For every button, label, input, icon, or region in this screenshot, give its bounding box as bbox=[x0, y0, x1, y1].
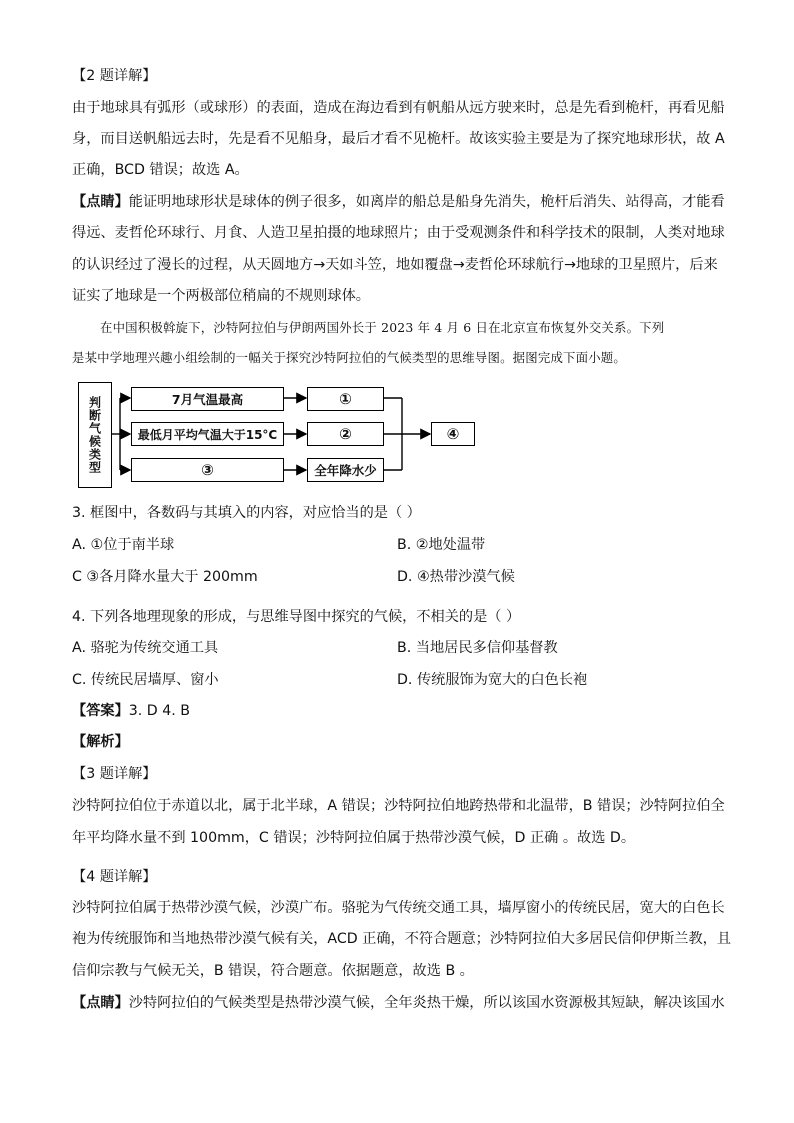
sec2-note-line-4: 证实了地球是一个两极部位稍扁的不规则球体。 bbox=[72, 288, 370, 304]
sec3-line-2: 年平均降水量不到 100mm，C 错误；沙特阿拉伯属于热带沙漠气候，D 正确 。故选 D。 bbox=[72, 830, 636, 846]
answer-line bbox=[72, 701, 732, 721]
mind-map-row-1: 7月气温最高 bbox=[131, 387, 284, 411]
section-3-title: 【3 题详解】 bbox=[72, 766, 157, 782]
mind-map-row-2: 最低月平均气温大于15°C bbox=[131, 422, 284, 446]
q4-option-b: B. 当地居民多信仰基督教 bbox=[397, 640, 558, 656]
answer-text: 3. D 4. B bbox=[128, 703, 191, 719]
mind-map-root: 判断气候类型 bbox=[78, 382, 112, 488]
q4-option-c: C. 传统民居墙厚、窗小 bbox=[72, 672, 219, 688]
sec3-line-1: 沙特阿拉伯位于赤道以北，属于北半球，A 错误；沙特阿拉伯地跨热带和北温带，B 错误；沙特阿拉伯全 bbox=[72, 798, 725, 814]
intro-line-2: 是某中学地理兴趣小组绘制的一幅关于探究沙特阿拉伯的气候类型的思维导图。据图完成下面小题。 bbox=[72, 350, 626, 365]
q3-option-d: D. ④热带沙漠气候 bbox=[397, 569, 515, 585]
answer-label: 【答案】 bbox=[72, 703, 129, 719]
sec4-note bbox=[72, 993, 732, 1013]
q4-stem: 4. 下列各地理现象的形成，与思维导图中探究的气候，不相关的是（ ） bbox=[72, 609, 521, 625]
note-label: 【点睛】 bbox=[72, 995, 129, 1011]
sec2-line-3: 正确，BCD 错误；故选 A。 bbox=[72, 162, 249, 178]
q3-option-c: C ③各月降水量大于 200mm bbox=[72, 569, 258, 585]
sec4-line-1: 沙特阿拉伯属于热带沙漠气候，沙漠广布。骆驼为气传统交通工具，墙厚窗小的传统民居，宽大的白色长 bbox=[72, 900, 725, 916]
mind-map-mid-3: 全年降水少 bbox=[307, 458, 384, 482]
mind-map-row-3: ③ bbox=[131, 458, 284, 482]
mind-map-mid-1: ① bbox=[307, 387, 384, 411]
mind-map-result: ④ bbox=[431, 422, 475, 446]
note-label: 【点睛】 bbox=[72, 194, 129, 210]
mind-map-mid-2: ② bbox=[307, 422, 384, 446]
sec2-line-2: 身，而目送帆船远去时，先是看不见船身，最后才看不见桅杆。故该实验主要是为了探究地球形状，故 A bbox=[72, 131, 725, 147]
sec4-line-2: 袍为传统服饰和当地热带沙漠气候有关，ACD 正确，不符合题意；沙特阿拉伯大多居民信仰伊斯兰教，且 bbox=[72, 931, 732, 947]
analysis-label: 【解析】 bbox=[72, 734, 129, 750]
q4-option-a: A. 骆驼为传统交通工具 bbox=[72, 640, 219, 656]
q4-option-d: D. 传统服饰为宽大的白色长袍 bbox=[397, 672, 588, 688]
sec2-note-line-3: 的认识经过了漫长的过程，从天圆地方→天如斗笠，地如覆盘→麦哲伦环球航行→地球的卫星照片，后来 bbox=[72, 257, 718, 273]
sec2-note-line-1: 能证明地球形状是球体的例子很多，如离岸的船总是船身先消失，桅杆后消失、站得高，才能看 bbox=[128, 194, 725, 210]
intro-line-1: 在中国积极斡旋下，沙特阿拉伯与伊朗两国外长于 2023 年 4 月 6 日在北京宣布恢复外交关系。下列 bbox=[100, 320, 665, 335]
section-4-title: 【4 题详解】 bbox=[72, 869, 157, 885]
sec2-note-line-2: 得远、麦哲伦环球行、月食、人造卫星拍摄的地球照片；由于受观测条件和科学技术的限制，人类对地球 bbox=[72, 225, 725, 241]
sec4-note-text: 沙特阿拉伯的气候类型是热带沙漠气候，全年炎热干燥，所以该国水资源极其短缺，解决该国水 bbox=[128, 995, 725, 1011]
sec2-line-1: 由于地球具有弧形（或球形）的表面，造成在海边看到有帆船从远方驶来时，总是先看到桅杆，再看见船 bbox=[72, 100, 725, 116]
sec4-line-3: 信仰宗教与气候无关，B 错误，符合题意。依据题意，故选 B 。 bbox=[72, 963, 474, 979]
q3-option-a: A. ①位于南半球 bbox=[72, 537, 175, 553]
section-2-title: 【2 题详解】 bbox=[72, 68, 157, 84]
q3-stem: 3. 框图中，各数码与其填入的内容，对应恰当的是（ ） bbox=[72, 505, 421, 521]
q3-option-b: B. ②地处温带 bbox=[397, 537, 486, 553]
